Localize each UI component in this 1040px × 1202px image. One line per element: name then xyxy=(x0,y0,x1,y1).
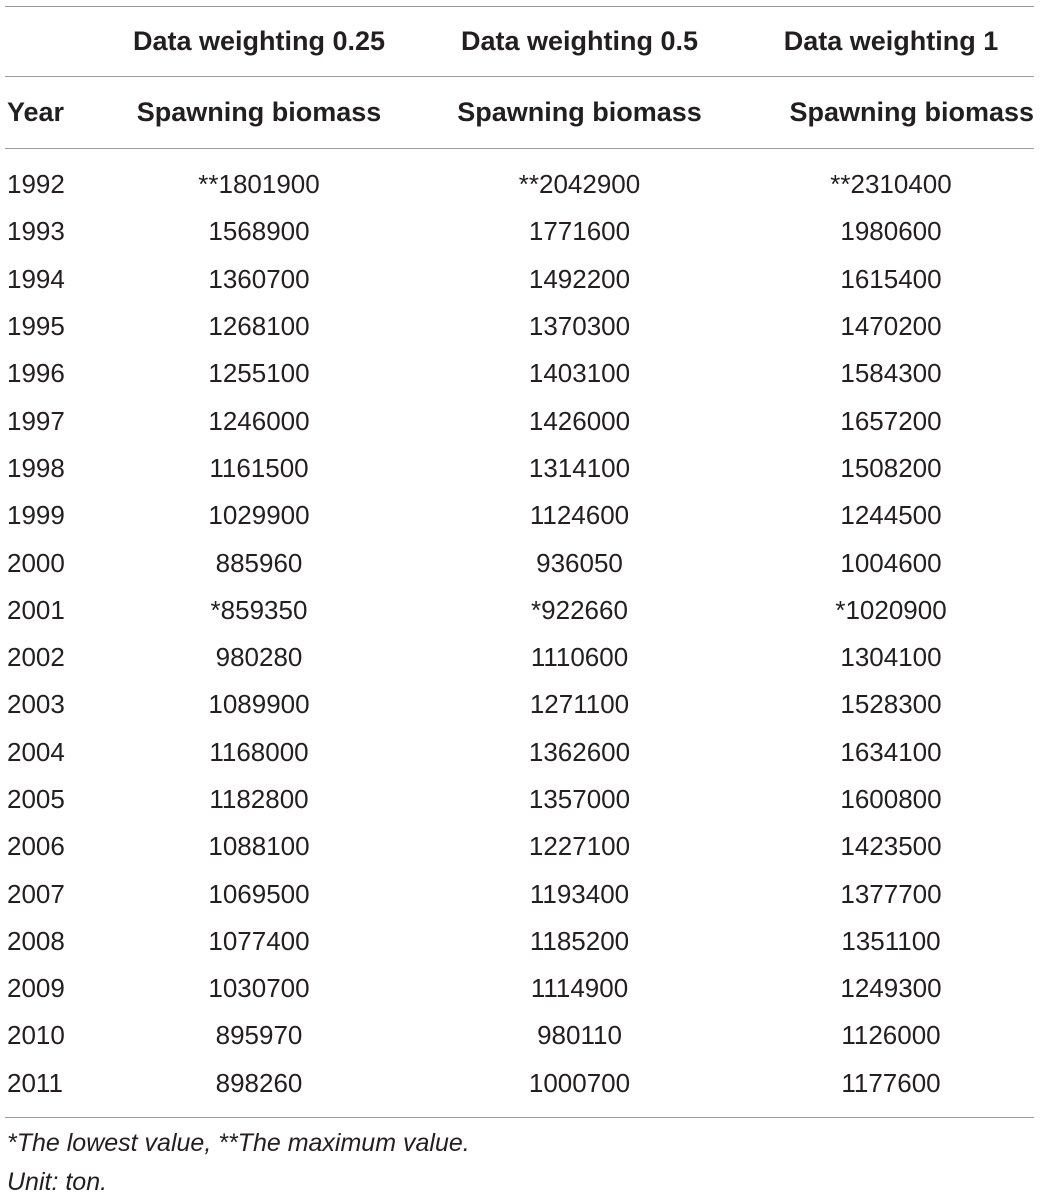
cell-biomass-1: 1657200 xyxy=(840,405,942,436)
cell-biomass-05: 980110 xyxy=(537,1020,622,1051)
cell-year: 2005 xyxy=(7,784,65,814)
cell-year: 1998 xyxy=(7,452,65,483)
column-header-year: Year xyxy=(7,97,65,127)
cell-biomass-025: 1255100 xyxy=(208,358,310,389)
cell-biomass-025: 1168000 xyxy=(209,736,309,767)
group-header-weighting-05: Data weighting 0.5 xyxy=(460,26,699,56)
table-body xyxy=(5,149,1034,1117)
table-row xyxy=(5,161,1034,208)
cell-year: 2010 xyxy=(7,1020,65,1051)
table-row xyxy=(5,350,1034,397)
table-row xyxy=(5,445,1034,492)
cell-year: 1999 xyxy=(7,500,65,531)
cell-biomass-025: 1246000 xyxy=(208,405,310,436)
cell-biomass-05: 1314100 xyxy=(528,452,631,483)
cell-biomass-1: 1126000 xyxy=(841,1020,941,1051)
table-row xyxy=(5,918,1034,965)
cell-biomass-1: 1980600 xyxy=(840,216,942,247)
cell-year: 2011 xyxy=(7,1067,63,1098)
cell-year: 1993 xyxy=(7,216,65,247)
column-header-biomass-05: Spawning biomass xyxy=(457,97,702,127)
cell-biomass-1: *1020900 xyxy=(835,594,947,625)
cell-biomass-1: 1423500 xyxy=(840,831,942,862)
cell-year: 2008 xyxy=(7,925,65,956)
cell-biomass-05: 1193400 xyxy=(529,878,630,909)
cell-biomass-05: 1370300 xyxy=(528,311,631,342)
table-row xyxy=(5,776,1034,823)
cell-biomass-1: 1470200 xyxy=(840,311,942,342)
table-row xyxy=(5,208,1034,255)
cell-year: 1997 xyxy=(7,405,65,436)
group-header-weighting-025: Data weighting 0.25 xyxy=(132,26,386,56)
footnote-legend: *The lowest value, **The maximum value. xyxy=(7,1128,470,1157)
cell-biomass-025: 1568900 xyxy=(208,216,310,247)
column-header-row xyxy=(5,77,1034,148)
cell-biomass-05: 1114900 xyxy=(530,973,629,1004)
cell-year: 1995 xyxy=(7,311,65,342)
cell-biomass-1: 1304100 xyxy=(840,642,942,673)
cell-year: 1992 xyxy=(7,169,65,200)
cell-biomass-025: 1360700 xyxy=(208,263,310,294)
cell-biomass-025: 1182800 xyxy=(209,784,309,814)
table-row xyxy=(5,870,1034,917)
table-row xyxy=(5,1060,1034,1107)
cell-biomass-025: 898260 xyxy=(215,1067,303,1098)
table-row xyxy=(5,256,1034,303)
cell-biomass-025: 1077400 xyxy=(208,925,310,956)
biomass-table xyxy=(5,6,1034,1202)
cell-year: 1996 xyxy=(7,358,65,389)
cell-biomass-05: 936050 xyxy=(536,547,623,578)
cell-biomass-1: 1634100 xyxy=(840,736,942,767)
table-row xyxy=(5,681,1034,728)
column-header-biomass-1: Spawning biomass xyxy=(789,97,1034,127)
cell-biomass-05: 1271100 xyxy=(529,689,630,720)
cell-biomass-1: 1004600 xyxy=(840,547,942,578)
group-header-weighting-1: Data weighting 1 xyxy=(783,26,999,56)
cell-biomass-025: 1030700 xyxy=(208,973,310,1004)
cell-year: 2007 xyxy=(7,878,65,909)
cell-biomass-025: 1029900 xyxy=(208,500,310,531)
table-row xyxy=(5,823,1034,870)
cell-biomass-025: 980280 xyxy=(215,642,303,673)
cell-biomass-1: 1615400 xyxy=(840,263,942,294)
footnotes xyxy=(5,1118,1034,1202)
cell-biomass-1: **2310400 xyxy=(830,169,952,200)
cell-biomass-1: 1528300 xyxy=(840,689,942,720)
cell-biomass-05: 1000700 xyxy=(528,1067,631,1098)
table-row xyxy=(5,1012,1034,1059)
table-row xyxy=(5,303,1034,350)
table-row xyxy=(5,587,1034,634)
cell-biomass-025: 1161500 xyxy=(209,452,309,483)
cell-biomass-05: 1492200 xyxy=(528,263,631,294)
cell-biomass-05: 1362600 xyxy=(528,736,631,767)
cell-year: 2002 xyxy=(7,642,65,673)
footnote-unit: Unit: ton. xyxy=(7,1167,108,1196)
table-row xyxy=(5,729,1034,776)
table-row xyxy=(5,397,1034,444)
cell-biomass-05: *922660 xyxy=(531,594,628,625)
cell-biomass-025: 1088100 xyxy=(208,831,310,862)
cell-biomass-05: 1426000 xyxy=(528,405,631,436)
cell-biomass-1: 1177600 xyxy=(841,1067,941,1098)
cell-biomass-1: 1249300 xyxy=(840,973,942,1004)
cell-year: 2000 xyxy=(7,547,65,578)
cell-biomass-05: 1185200 xyxy=(529,925,630,956)
cell-year: 2004 xyxy=(7,736,65,767)
cell-year: 2003 xyxy=(7,689,65,720)
cell-year: 2006 xyxy=(7,831,65,862)
cell-biomass-1: 1377700 xyxy=(840,878,942,909)
cell-biomass-025: *859350 xyxy=(210,594,308,625)
cell-biomass-1: 1600800 xyxy=(840,784,942,814)
cell-biomass-05: 1357000 xyxy=(528,784,631,814)
cell-biomass-1: 1584300 xyxy=(840,358,942,389)
cell-biomass-05: **2042900 xyxy=(518,169,641,200)
group-header-row xyxy=(5,7,1034,76)
cell-biomass-025: 1268100 xyxy=(208,311,310,342)
cell-biomass-025: 885960 xyxy=(215,547,303,578)
cell-biomass-1: 1508200 xyxy=(840,452,942,483)
cell-biomass-05: 1403100 xyxy=(528,358,631,389)
cell-biomass-025: 1089900 xyxy=(208,689,310,720)
cell-biomass-025: **1801900 xyxy=(198,169,320,200)
column-header-biomass-025: Spawning biomass xyxy=(136,97,382,127)
cell-year: 2009 xyxy=(7,973,65,1004)
table-row xyxy=(5,492,1034,539)
cell-biomass-1: 1351100 xyxy=(841,925,941,956)
cell-biomass-1: 1244500 xyxy=(840,500,942,531)
cell-biomass-05: 1771600 xyxy=(528,216,631,247)
cell-biomass-05: 1110600 xyxy=(530,642,629,673)
cell-biomass-05: 1124600 xyxy=(529,500,630,531)
table-row xyxy=(5,965,1034,1012)
table-row xyxy=(5,539,1034,586)
cell-biomass-05: 1227100 xyxy=(528,831,631,862)
cell-biomass-025: 1069500 xyxy=(208,878,310,909)
table-row xyxy=(5,634,1034,681)
cell-year: 1994 xyxy=(7,263,65,294)
cell-year: 2001 xyxy=(7,594,65,625)
cell-biomass-025: 895970 xyxy=(215,1020,303,1051)
